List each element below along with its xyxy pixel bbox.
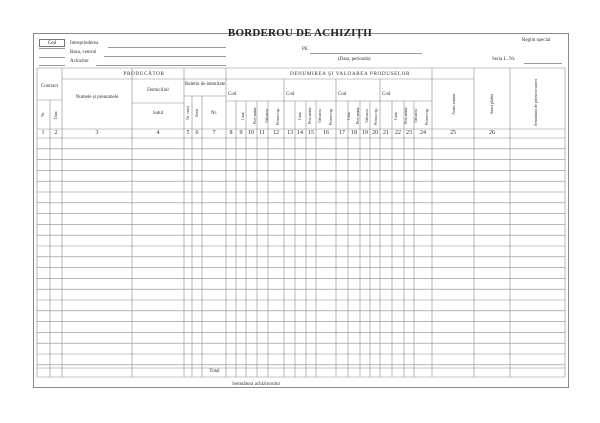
product-sub-header: Prima exp. xyxy=(372,107,378,125)
period-label: (Data, perioada) xyxy=(338,57,371,62)
product-sub-header: Valoarea xyxy=(363,109,369,123)
page-title: BORDEROU DE ACHIZIȚII xyxy=(227,27,373,39)
column-number: 9 xyxy=(239,130,243,136)
id-nr-header: Nr. xyxy=(210,111,218,116)
buyer-label: Achizitor xyxy=(70,59,89,64)
product-sub-header: Valoarea xyxy=(317,109,323,123)
cod-box: Cod xyxy=(39,39,65,47)
product-sub-header: Preț unitar xyxy=(252,107,257,125)
product-sub-header: Valoarea xyxy=(263,109,269,123)
advance-header: Avans reținut xyxy=(451,93,456,115)
signature-label: Semnătura achizitorului xyxy=(232,382,280,387)
column-number: 13 xyxy=(287,130,293,136)
product-cod-header: Cod xyxy=(382,92,391,97)
id-series-header: Seria xyxy=(194,108,199,118)
column-number: 5 xyxy=(186,130,190,136)
name-header: Numele și prenumele xyxy=(75,95,119,100)
column-number: 15 xyxy=(308,130,314,136)
house-nr-header: Nr. casei xyxy=(185,106,190,120)
column-number: 2 xyxy=(54,130,58,136)
contract-header: Contract xyxy=(40,84,59,89)
product-cod-header: Cod xyxy=(286,92,295,97)
product-sub-header: Cant. xyxy=(240,111,246,121)
regime-label: Regim special xyxy=(522,38,551,43)
column-number: 18 xyxy=(351,130,357,136)
total-label: Total xyxy=(209,369,220,374)
column-number: 17 xyxy=(339,130,345,136)
column-number: 26 xyxy=(489,130,495,136)
column-number: 20 xyxy=(372,130,378,136)
column-number: 12 xyxy=(273,130,279,136)
product-sub-header: Prima exp. xyxy=(327,107,333,125)
enterprise-label: Intreprinderea xyxy=(70,41,99,46)
column-number: 14 xyxy=(297,130,303,136)
product-sub-header: Prima exp. xyxy=(275,107,281,125)
product-sub-header: Cant. xyxy=(346,111,352,121)
product-cod-header: Cod xyxy=(338,92,347,97)
paid-sum-header: Suma plătită xyxy=(489,93,494,115)
column-number: 21 xyxy=(383,130,389,136)
column-number: 22 xyxy=(395,130,401,136)
column-number: 19 xyxy=(362,130,368,136)
contract-nr-header: Nr. xyxy=(40,112,45,118)
product-sub-header: Preț unitar xyxy=(307,107,312,125)
pe-label: PE xyxy=(302,47,308,52)
column-number: 3 xyxy=(95,130,99,136)
village-header: Satul xyxy=(152,111,164,116)
column-number: 10 xyxy=(248,130,254,136)
product-sub-header: Cant. xyxy=(392,111,398,121)
product-sub-header: Cant. xyxy=(296,111,302,121)
product-sub-header: Prima exp. xyxy=(423,107,429,125)
series-label: Seria L. Nr. xyxy=(492,57,516,62)
column-number: 4 xyxy=(156,130,160,136)
column-number: 25 xyxy=(450,130,456,136)
receipt-signature-header: Semnătura de primirea sumei xyxy=(533,79,538,126)
column-number: 24 xyxy=(420,130,426,136)
id-card-header: Buletin de identitate xyxy=(184,82,226,87)
contract-date-header: Data xyxy=(53,111,58,119)
producer-band: PRODUCĂTOR xyxy=(123,71,165,77)
column-number: 7 xyxy=(212,130,216,136)
column-number: 11 xyxy=(259,130,265,136)
products-band: DENUMIREA ȘI VALOAREA PRODUSELOR xyxy=(289,71,411,77)
product-cod-header: Cod xyxy=(228,92,237,97)
product-sub-header: Preț unitar xyxy=(355,107,360,125)
column-number: 6 xyxy=(195,130,199,136)
column-number: 8 xyxy=(229,130,233,136)
domicile-header: Domiciliul xyxy=(147,88,169,93)
product-sub-header: Preț unitar xyxy=(403,107,408,125)
column-number: 16 xyxy=(323,130,329,136)
product-sub-header: Valoarea xyxy=(413,109,419,123)
column-number: 23 xyxy=(406,130,412,136)
column-number: 1 xyxy=(41,130,45,136)
center-label: Baza, centrul xyxy=(70,50,97,55)
